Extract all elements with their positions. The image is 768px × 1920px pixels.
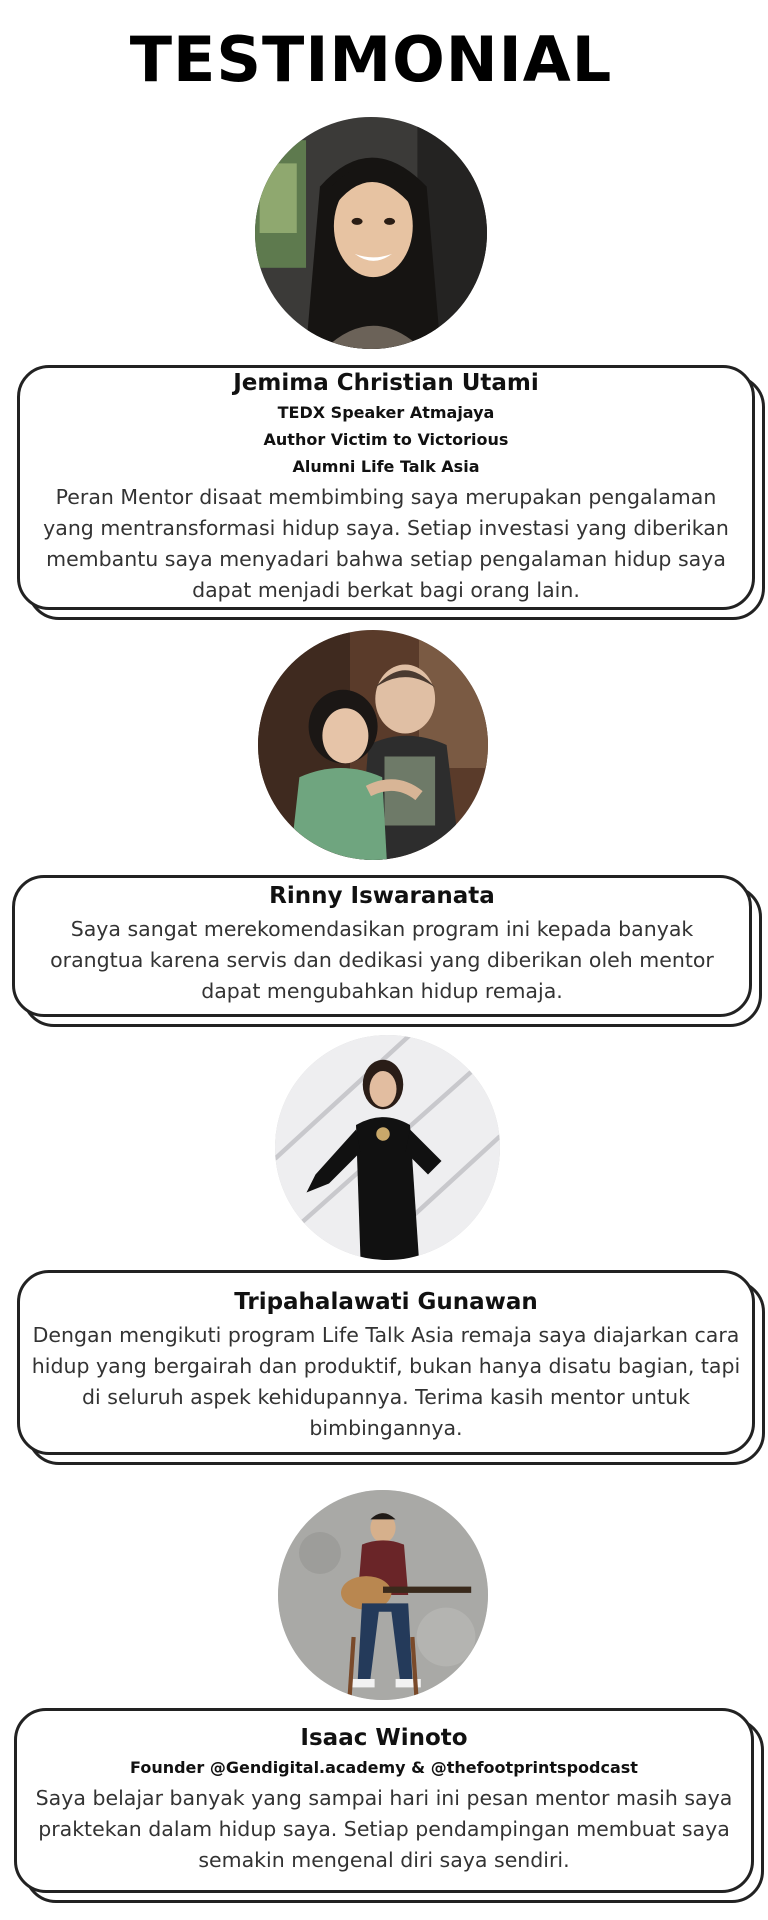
testimonial-role: Author Victim to Victorious (263, 430, 509, 449)
avatar-jemima (255, 117, 487, 349)
page-title: TESTIMONIAL (129, 23, 613, 96)
testimonial-name: Rinny Iswaranata (269, 883, 495, 909)
card-face (17, 365, 755, 610)
avatar-isaac (278, 1490, 488, 1700)
testimonial-card-jemima (17, 365, 755, 610)
testimonial-quote: Saya sangat merekomendasikan program ini kepada banyak orangtua karena servis dan dedikasi yang diberikan oleh mentor dapat mengubahkan hidup remaja. (50, 917, 714, 1003)
testimonial-role: Alumni Life Talk Asia (292, 457, 480, 476)
testimonial-quote: Dengan mengikuti program Life Talk Asia remaja saya diajarkan cara hidup yang bergairah dan produktif, bukan hanya disatu bagian, tapi di seluruh aspek kehidupannya. Terima kasih mentor untuk bimbingannya. (31, 1323, 741, 1440)
avatar-tripahalawati (275, 1035, 500, 1260)
testimonial-card-rinny (12, 875, 752, 1017)
testimonial-role: Founder @Gendigital.academy & @thefootprintspodcast (130, 1758, 638, 1777)
avatar-rinny (258, 630, 488, 860)
testimonial-card-tripahalawati (17, 1270, 755, 1455)
card-face (14, 1708, 754, 1893)
testimonial-card-isaac (14, 1708, 754, 1893)
card-face (17, 1270, 755, 1455)
testimonial-quote: Saya belajar banyak yang sampai hari ini pesan mentor masih saya praktekan dalam hidup saya. Setiap pendampingan membuat saya semakin mengenal diri saya sendiri. (35, 1786, 733, 1872)
testimonial-name: Isaac Winoto (300, 1725, 468, 1751)
card-face (12, 875, 752, 1017)
testimonial-name: Jemima Christian Utami (233, 370, 539, 396)
testimonial-name: Tripahalawati Gunawan (234, 1289, 538, 1315)
testimonial-role: TEDX Speaker Atmajaya (277, 403, 495, 422)
testimonial-quote: Peran Mentor disaat membimbing saya merupakan pengalaman yang mentransformasi hidup saya. Setiap investasi yang diberikan membantu saya menyadari bahwa setiap pengalaman hidup saya dapat menjadi berkat bagi orang lain. (43, 485, 729, 602)
